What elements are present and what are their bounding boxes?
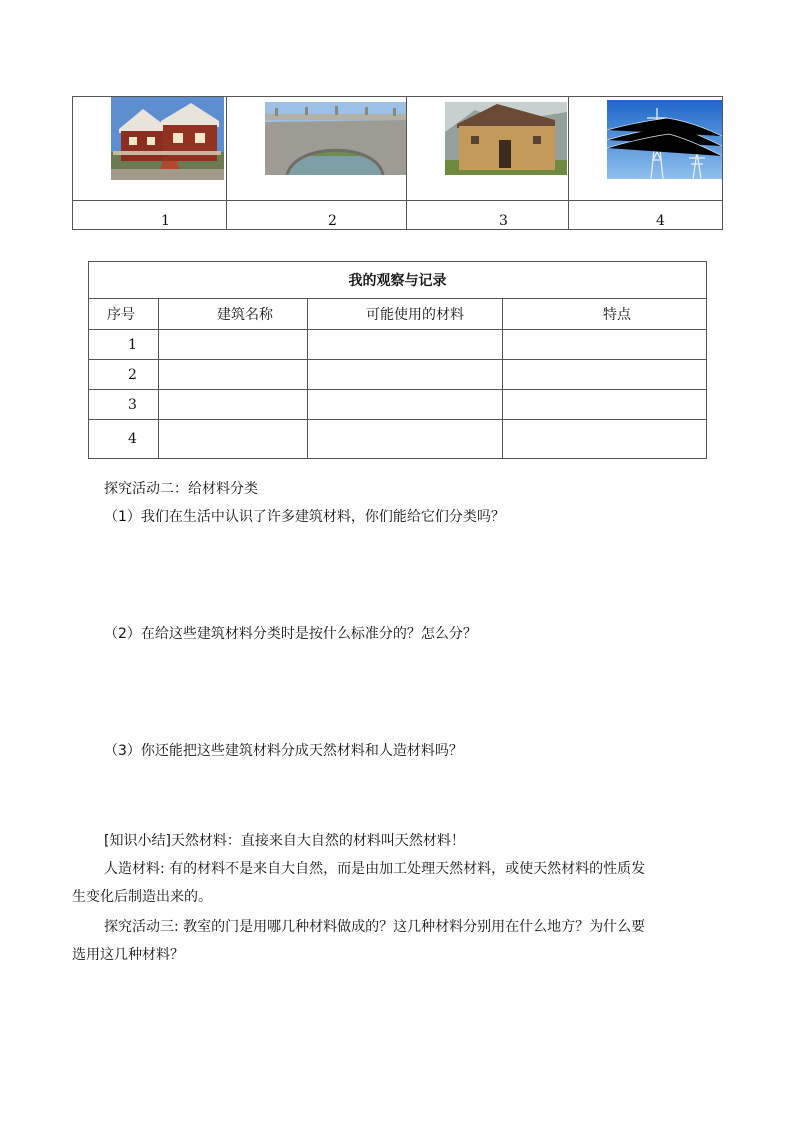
picture-cell-4 [569,97,723,201]
cell-materials-3[interactable] [308,390,503,420]
stone-arch-bridge-photo [265,102,406,175]
activity2-question-1: （1）我们在生活中认识了许多建筑材料，你们能给它们分类吗？ [104,509,505,525]
header-features: 特点 [503,299,707,330]
cell-features-2[interactable] [503,360,707,390]
cell-materials-4[interactable] [308,420,503,459]
header-building-name: 建筑名称 [159,299,308,330]
summary-natural-materials: [知识小结]天然材料：直接来自大自然的材料叫天然材料！ [104,833,465,849]
record-table-title: 我的观察与记录 [89,262,707,299]
cell-building-name-3[interactable] [159,390,308,420]
picture-label-2: 2 [227,201,407,230]
cell-building-name-1[interactable] [159,330,308,360]
picture-cell-3 [407,97,569,201]
cell-materials-1[interactable] [308,330,503,360]
cell-features-1[interactable] [503,330,707,360]
activity2-question-3: （3）你还能把这些建筑材料分成天然材料和人造材料吗？ [104,743,463,759]
cell-materials-2[interactable] [308,360,503,390]
picture-label-4: 4 [569,201,723,230]
row-number-3: 3 [89,390,159,420]
cell-building-name-2[interactable] [159,360,308,390]
row-number-1: 1 [89,330,159,360]
picture-label-3: 3 [407,201,569,230]
power-tower-photo [607,100,722,179]
activity3-question-cont: 选用这几种材料？ [72,947,184,963]
wooden-house-photo [111,97,224,180]
activity3-question: 探究活动三: 教室的门是用哪几种材料做成的？这几种材料分别用在什么地方？为什么要 [104,919,646,935]
cell-building-name-4[interactable] [159,420,308,459]
mud-house-photo [445,102,567,175]
row-number-4: 4 [89,420,159,459]
picture-label-1: 1 [73,201,227,230]
picture-cell-1 [73,97,227,201]
cell-features-3[interactable] [503,390,707,420]
header-materials: 可能使用的材料 [308,299,503,330]
picture-cell-2 [227,97,407,201]
summary-artificial-materials-cont: 生变化后制造出来的。 [72,889,212,905]
row-number-2: 2 [89,360,159,390]
pictures-table [72,96,723,230]
cell-features-4[interactable] [503,420,707,459]
summary-artificial-materials: 人造材料: 有的材料不是来自大自然，而是由加工处理天然材料，或使天然材料的性质发 [104,861,646,877]
header-index: 序号 [89,299,159,330]
activity2-question-2: （2）在给这些建筑材料分类时是按什么标准分的？怎么分？ [104,626,477,642]
observation-record-table [88,261,707,459]
activity2-heading: 探究活动二：给材料分类 [104,481,258,497]
